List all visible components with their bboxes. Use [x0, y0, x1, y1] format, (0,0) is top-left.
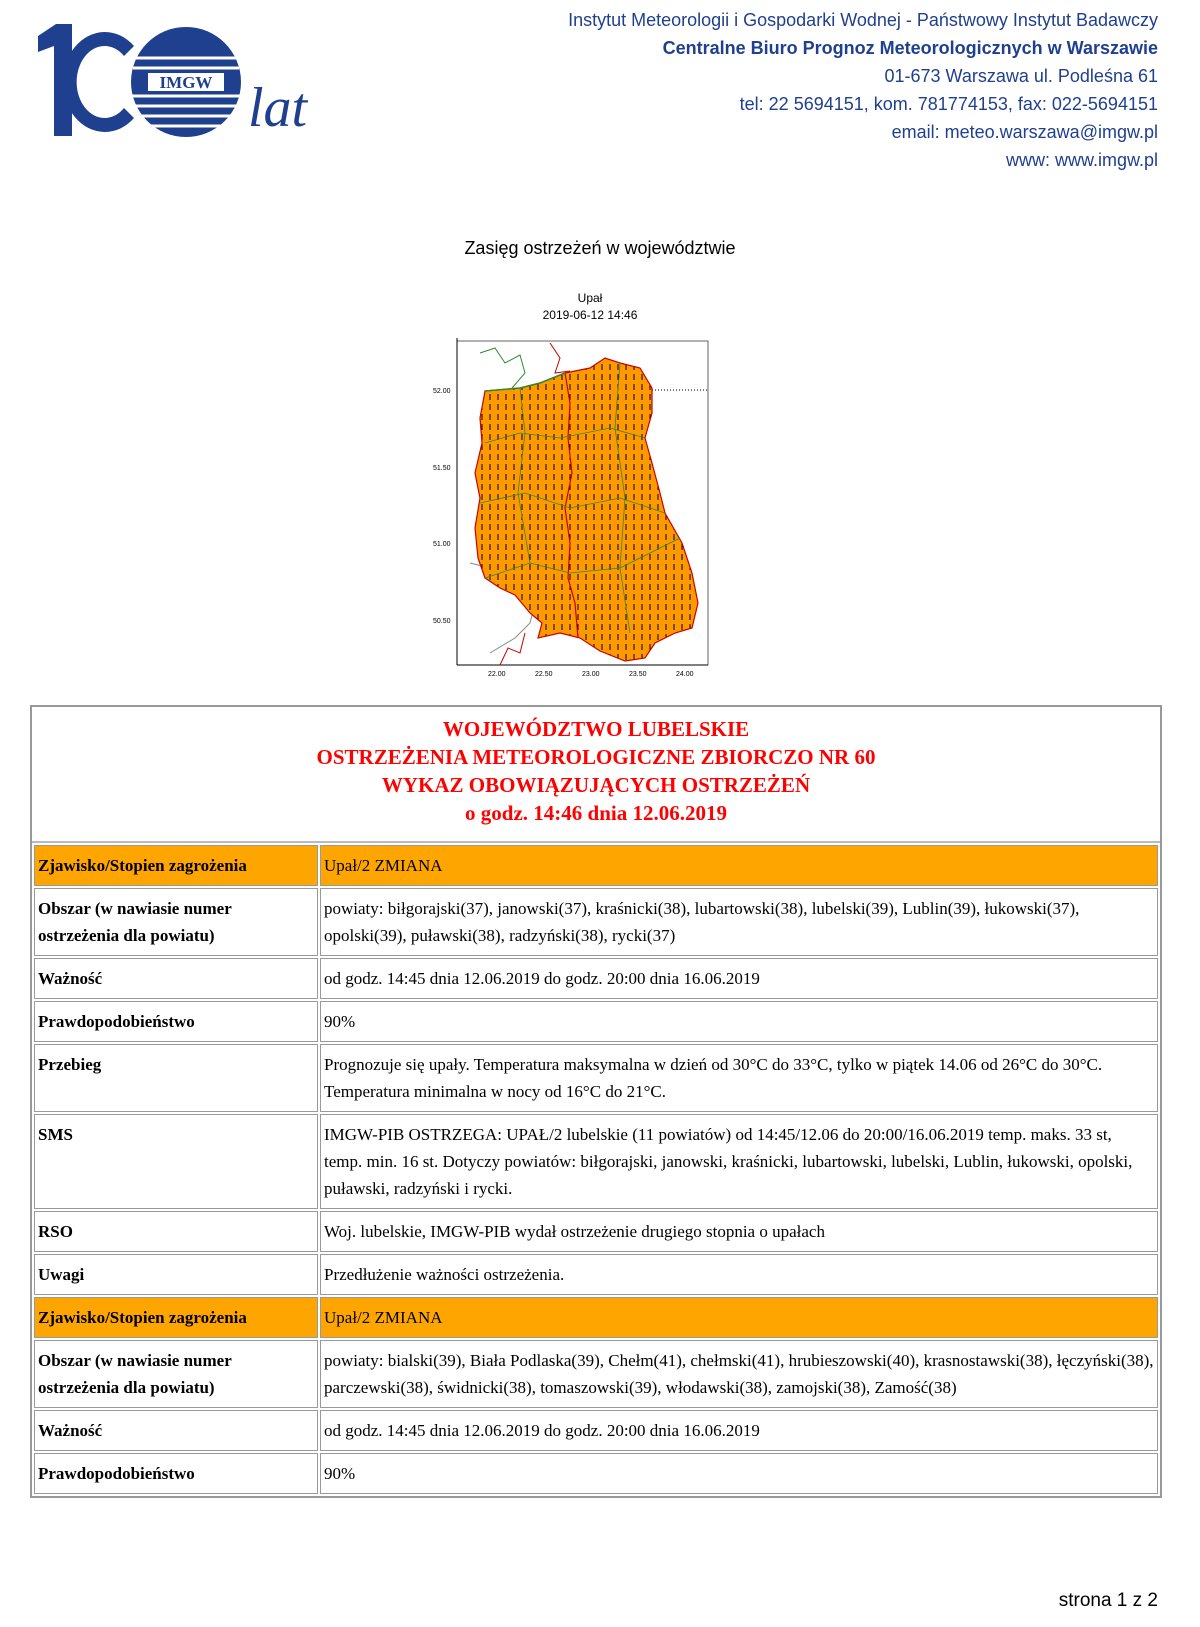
page-number: strona 1 z 2	[1058, 1590, 1158, 1611]
row-label: Uwagi	[34, 1254, 318, 1295]
table-row	[34, 1211, 1158, 1252]
table-row	[34, 1001, 1158, 1042]
row-label: Obszar (w nawiasie numer ostrzeżenia dla powiatu)	[34, 1340, 318, 1408]
office-name: Centralne Biuro Prognoz Meteorologicznych w Warszawie	[662, 38, 1158, 58]
warnings-table	[32, 843, 1160, 1496]
row-label: Prawdopodobieństwo	[34, 1453, 318, 1494]
y-tick: 50.50	[433, 618, 451, 625]
row-value: Prognozuje się upały. Temperatura maksymalna w dzień od 30°C do 33°C, tylko w piątek 14.06 od 26°C do 30°C. Temperatura minimalna w nocy od 16°C do 21°C.	[320, 1044, 1158, 1112]
map-caption: Zasięg ostrzeżeń w województwie	[464, 238, 736, 258]
warning-map	[430, 333, 745, 705]
row-label: Ważność	[34, 1410, 318, 1451]
report-heading	[32, 707, 1160, 843]
table-row	[34, 1297, 1158, 1338]
row-value: Upał/2 ZMIANA	[320, 845, 1158, 886]
x-tick: 24.00	[676, 671, 694, 678]
row-value: Woj. lubelskie, IMGW-PIB wydał ostrzeżenie drugiego stopnia o upałach	[320, 1211, 1158, 1252]
row-value: od godz. 14:45 dnia 12.06.2019 do godz. 20:00 dnia 16.06.2019	[320, 1410, 1158, 1451]
report-region: WOJEWÓDZTWO LUBELSKIE	[442, 717, 750, 741]
table-row	[34, 1114, 1158, 1209]
y-tick: 52.00	[433, 388, 451, 395]
row-value: 90%	[320, 1453, 1158, 1494]
table-row	[34, 845, 1158, 886]
row-label: Zjawisko/Stopien zagrożenia	[34, 845, 318, 886]
svg-text:lat: lat	[248, 77, 308, 139]
row-value: Przedłużenie ważności ostrzeżenia.	[320, 1254, 1158, 1295]
row-label: RSO	[34, 1211, 318, 1252]
organization-header	[568, 6, 1158, 174]
table-row	[34, 1453, 1158, 1494]
row-value: powiaty: bialski(39), Biała Podlaska(39), Chełm(41), chełmski(41), hrubieszowski(40), krasnostawski(38), łęczyński(38), parczewski(38), świdnicki(38), tomaszowski(39), włodawski(38), zamojski(38), Zamość(38)	[320, 1340, 1158, 1408]
x-tick: 22.00	[488, 671, 506, 678]
y-tick: 51.00	[433, 541, 451, 548]
table-row	[34, 958, 1158, 999]
row-label: Zjawisko/Stopien zagrożenia	[34, 1297, 318, 1338]
row-value: 90%	[320, 1001, 1158, 1042]
report-bulletin-number: OSTRZEŻENIA METEOROLOGICZNE ZBIORCZO NR 60	[316, 745, 876, 769]
table-row	[34, 888, 1158, 956]
row-label: Prawdopodobieństwo	[34, 1001, 318, 1042]
row-value: IMGW-PIB OSTRZEGA: UPAŁ/2 lubelskie (11 powiatów) od 14:45/12.06 do 20:00/16.06.2019 temp. maks. 33 st, temp. min. 16 st. Dotyczy powiatów: biłgorajski, janowski, kraśnicki, lubartowski, lubelski, Lublin, łukowski, opolski, puławski, radzyński i rycki.	[320, 1114, 1158, 1209]
address: 01-673 Warszawa ul. Podleśna 61	[884, 66, 1158, 86]
phone: tel: 22 5694151, kom. 781774153, fax: 022-5694151	[739, 94, 1158, 114]
map-title: Upał	[577, 291, 603, 305]
email-link[interactable]: email: meteo.warszawa@imgw.pl	[891, 122, 1158, 142]
row-value: powiaty: biłgorajski(37), janowski(37), kraśnicki(38), lubartowski(38), lubelski(39), Lublin(39), łukowski(37), opolski(39), puławski(38), radzyński(38), rycki(37)	[320, 888, 1158, 956]
imgw-100-lat-logo	[38, 18, 338, 143]
row-value: Upał/2 ZMIANA	[320, 1297, 1158, 1338]
lubelskie-warning-area	[475, 358, 698, 661]
row-value: od godz. 14:45 dnia 12.06.2019 do godz. 20:00 dnia 16.06.2019	[320, 958, 1158, 999]
row-label: Przebieg	[34, 1044, 318, 1112]
row-label: Obszar (w nawiasie numer ostrzeżenia dla powiatu)	[34, 888, 318, 956]
map-title-block	[490, 290, 690, 324]
report-issue-time: o godz. 14:46 dnia 12.06.2019	[465, 801, 727, 825]
org-name: Instytut Meteorologii i Gospodarki Wodnej - Państwowy Instytut Badawczy	[568, 10, 1158, 30]
map-timestamp: 2019-06-12 14:46	[542, 308, 638, 322]
x-tick: 22.50	[535, 671, 553, 678]
table-row	[34, 1254, 1158, 1295]
report-list-title: WYKAZ OBOWIĄZUJĄCYCH OSTRZEŻEŃ	[381, 773, 811, 797]
x-tick: 23.00	[582, 671, 600, 678]
row-label: Ważność	[34, 958, 318, 999]
svg-text:IMGW: IMGW	[159, 73, 213, 92]
table-row	[34, 1340, 1158, 1408]
y-tick: 51.50	[433, 465, 451, 472]
warnings-report	[30, 705, 1162, 1498]
table-row	[34, 1044, 1158, 1112]
x-tick: 23.50	[629, 671, 647, 678]
website-link[interactable]: www: www.imgw.pl	[1005, 150, 1158, 170]
row-label: SMS	[34, 1114, 318, 1209]
table-row	[34, 1410, 1158, 1451]
